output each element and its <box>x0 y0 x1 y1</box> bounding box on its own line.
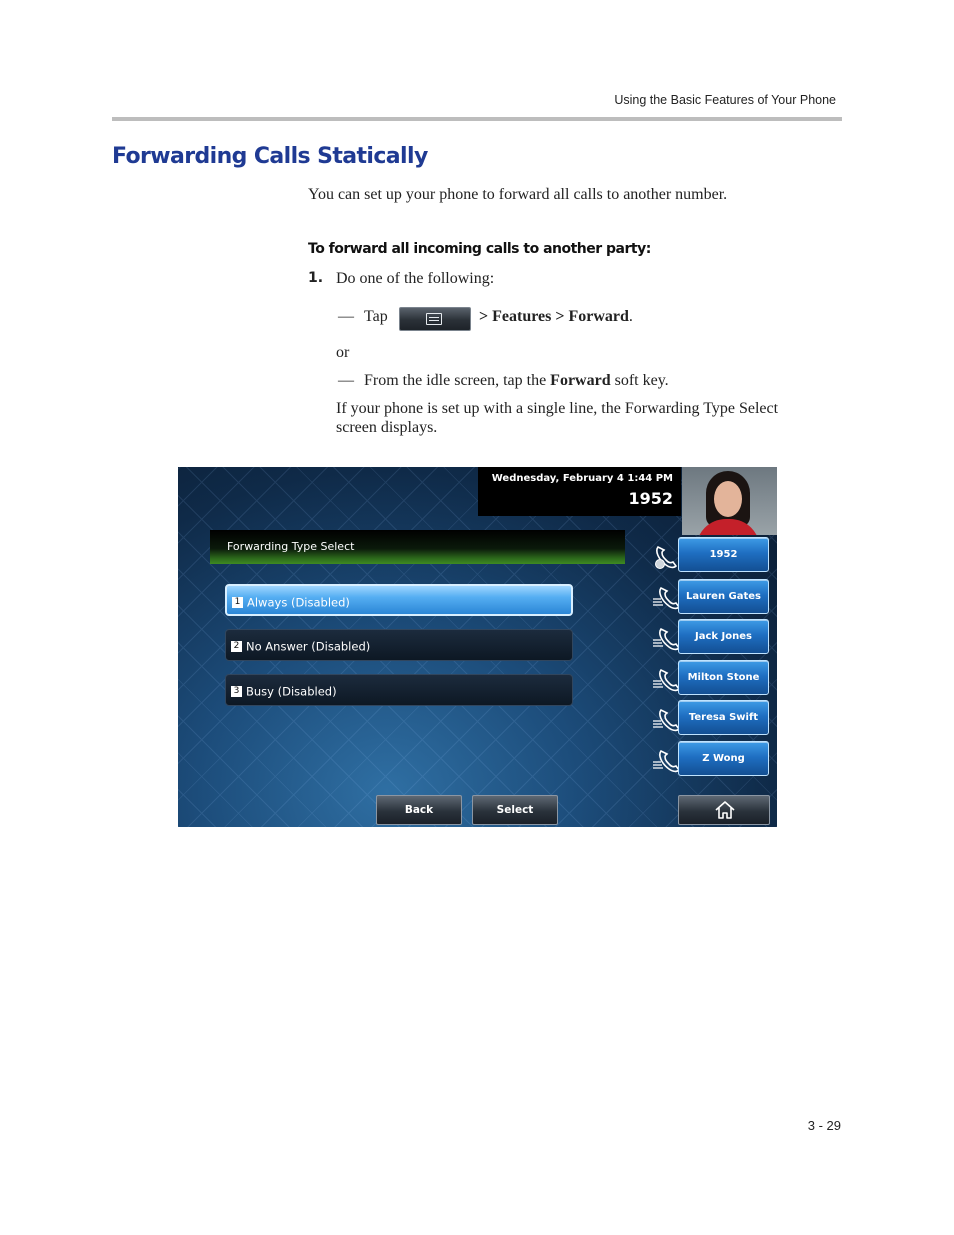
extension-number: 1952 <box>628 489 673 508</box>
date-time: Wednesday, February 4 1:44 PM <box>491 473 673 484</box>
option-b-suffix: soft key. <box>610 372 669 389</box>
option-a-path: > Features > Forward <box>479 308 629 325</box>
note-line-2: screen displays. <box>336 419 438 436</box>
option-b-bold: Forward <box>550 372 611 389</box>
phone-handset-icon <box>652 706 680 734</box>
bullet-dash: — <box>338 308 354 325</box>
line-key-z-wong[interactable]: Z Wong <box>678 741 769 776</box>
option-a-path-line <box>479 308 633 326</box>
phone-handset-icon <box>652 584 680 612</box>
option-a-prefix: Tap <box>364 308 388 325</box>
option-number: 1 <box>232 597 243 608</box>
option-label: Busy (Disabled) <box>246 684 337 699</box>
step-number: 1. <box>308 270 324 286</box>
list-title: Forwarding Type Select <box>210 530 625 564</box>
section-title: Forwarding Calls Statically <box>112 144 428 169</box>
back-button[interactable]: Back <box>376 795 462 825</box>
line-key-1952[interactable]: 1952 <box>678 537 769 572</box>
phone-handset-icon <box>652 747 680 775</box>
option-label: Always (Disabled) <box>247 595 350 610</box>
header-rule <box>112 117 842 121</box>
note-line-1: If your phone is set up with a single line, the Forwarding Type Select <box>336 400 779 417</box>
phone-handset-icon <box>652 666 680 694</box>
contact-photo <box>682 467 777 535</box>
home-icon <box>714 800 736 820</box>
status-bar <box>478 467 681 516</box>
option-b-prefix: From the idle screen, tap the <box>364 372 551 389</box>
select-button[interactable]: Select <box>472 795 558 825</box>
option-busy[interactable] <box>225 674 573 706</box>
option-always[interactable] <box>225 584 573 616</box>
procedure-heading: To forward all incoming calls to another party: <box>308 241 651 257</box>
line-key-lauren-gates[interactable]: Lauren Gates <box>678 579 769 614</box>
line-key-teresa-swift[interactable]: Teresa Swift <box>678 700 769 735</box>
menu-key-image <box>399 307 471 331</box>
option-no-answer[interactable] <box>225 629 573 661</box>
page-number: 3 - 29 <box>807 1118 841 1133</box>
section-intro: You can set up your phone to forward all calls to another number. <box>308 186 728 203</box>
option-number: 2 <box>231 641 242 652</box>
phone-screen <box>178 467 777 827</box>
step-text: Do one of the following: <box>336 270 495 287</box>
bullet-dash: — <box>338 372 354 389</box>
option-number: 3 <box>231 686 242 697</box>
line-key-jack-jones[interactable]: Jack Jones <box>678 619 769 654</box>
option-a-end: . <box>628 308 633 325</box>
phone-handset-icon <box>652 543 680 571</box>
option-label: No Answer (Disabled) <box>246 639 371 654</box>
option-b-line <box>364 372 669 390</box>
running-header: Using the Basic Features of Your Phone <box>614 93 836 107</box>
phone-handset-icon <box>652 625 680 653</box>
menu-icon <box>426 313 442 325</box>
line-key-milton-stone[interactable]: Milton Stone <box>678 660 769 695</box>
home-button[interactable] <box>678 795 770 825</box>
or-text: or <box>336 344 350 361</box>
